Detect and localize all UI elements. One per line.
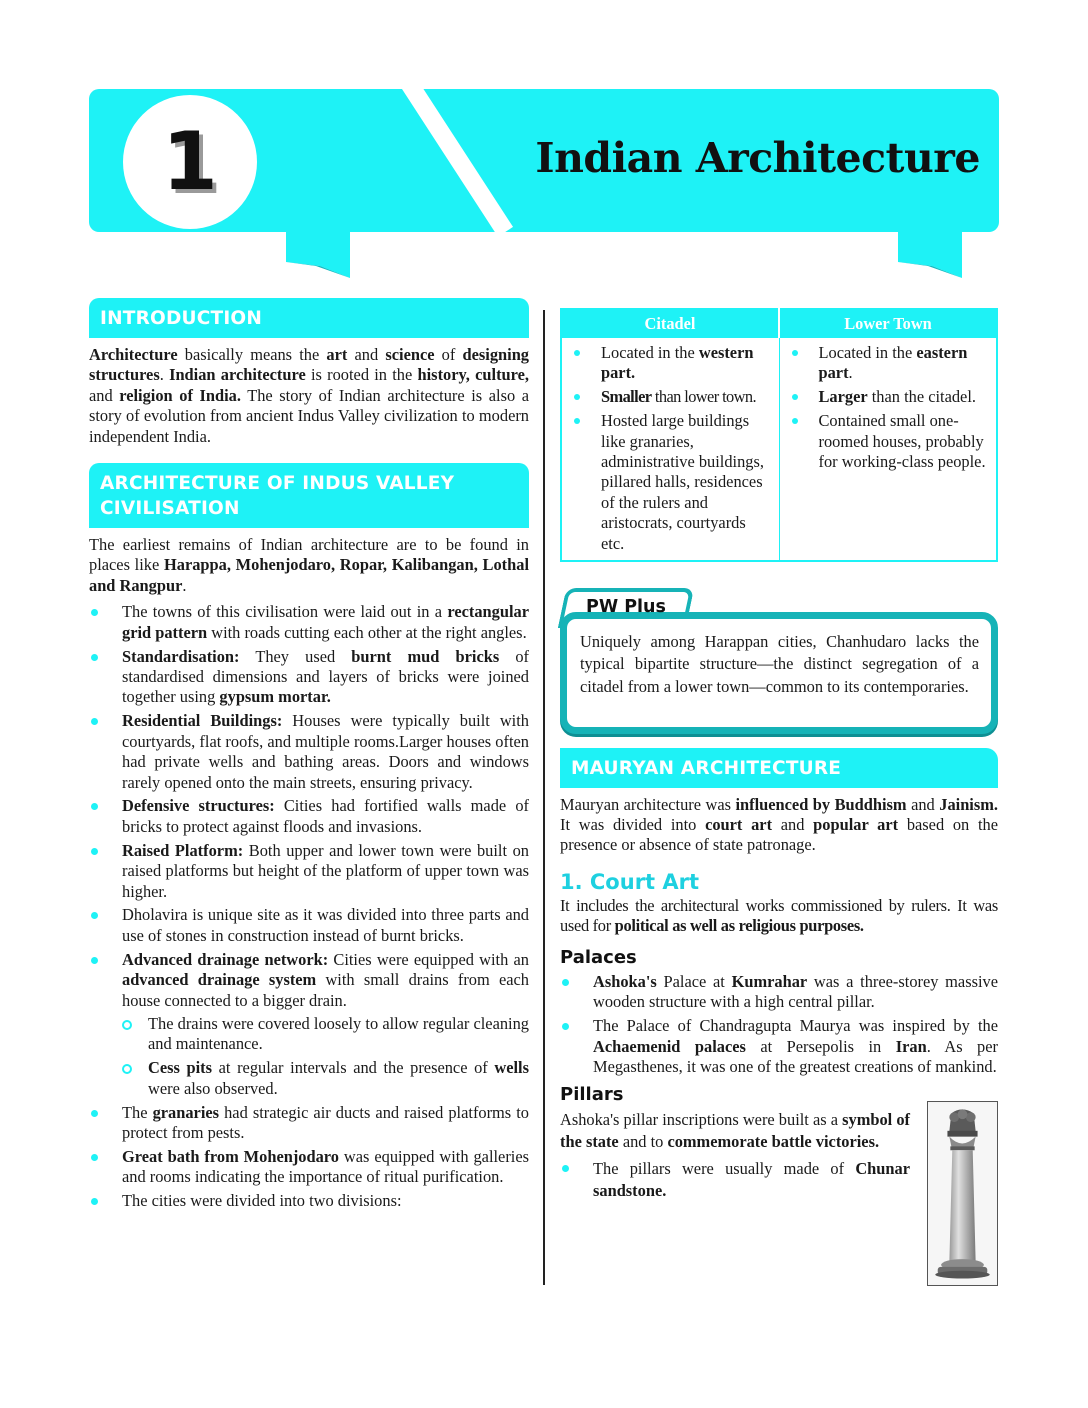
- pw-plus-box: [560, 582, 998, 734]
- list-item: Advanced drainage network: Cities were equipped with an advanced drainage system with small drains from each house connected to a bigger drain. The drains were covered loosely to allow regular cleaning and maintenance. Cess pits at regular intervals and the presence of wells were also observed.: [89, 950, 529, 1099]
- pillars-heading: Pillars: [560, 1083, 624, 1105]
- right-column: [560, 308, 998, 1206]
- list-item: The Palace of Chandragupta Maurya was inspired by the Achaemenid palaces at Persepolis in Iran. As per Megasthenes, it was one of the greatest creations of mankind.: [560, 1016, 998, 1077]
- list-item: The pillars were usually made of Chunar sandstone.: [560, 1158, 910, 1203]
- list-item: Located in the eastern part.: [788, 343, 991, 384]
- list-item: Ashoka's Palace at Kumrahar was a three-storey massive wooden structure with a high central pillar.: [560, 972, 998, 1013]
- list-item: The cities were divided into two divisions:: [89, 1191, 529, 1211]
- indus-lead-paragraph: The earliest remains of Indian architecture are to be found in places like Harappa, Mohenjodaro, Ropar, Kalibangan, Lothal and Rangpur.: [89, 535, 530, 595]
- list-item: Great bath from Mohenjodaro was equipped with galleries and rooms indicating the importance of ritual purification.: [89, 1147, 529, 1188]
- chapter-number: 1: [162, 115, 218, 208]
- section-heading-introduction: INTRODUCTION: [89, 298, 529, 338]
- list-item: Dholavira is unique site as it was divided into three parts and use of stones in construction instead of burnt bricks.: [89, 905, 529, 946]
- list-item: Contained small one-roomed houses, probably for working-class people.: [788, 411, 991, 472]
- list-item: Located in the western part.: [570, 343, 773, 384]
- table-cell-citadel: [561, 338, 779, 561]
- palaces-heading: Palaces: [560, 946, 637, 968]
- pw-plus-text: Uniquely among Harappan cities, Chanhudaro lacks the typical bipartite structure—the distinct segregation of a citadel from a lower town—common to its contemporaries.: [580, 631, 979, 696]
- pw-plus-label: PW Plus: [586, 596, 666, 617]
- citadel-lower-town-table: [560, 308, 998, 562]
- list-item: Smaller than lower town.: [570, 387, 773, 407]
- mauryan-paragraph: Mauryan architecture was influenced by Buddhism and Jainism. It was divided into court art and popular art based on the presence or absence of state patronage.: [560, 794, 998, 855]
- list-item: Standardisation: They used burnt mud bricks of standardised dimensions and layers of bricks were joined together using gypsum mortar.: [89, 647, 529, 708]
- court-art-heading: 1. Court Art: [560, 869, 700, 894]
- column-divider: [543, 310, 545, 1285]
- left-column: [89, 298, 529, 1215]
- sub-list-item: The drains were covered loosely to allow regular cleaning and maintenance.: [122, 1014, 529, 1055]
- pillars-block: [560, 1084, 910, 1203]
- chapter-number-badge: [123, 95, 257, 229]
- list-item: Hosted large buildings like granaries, administrative buildings, pillared halls, residences of the rulers and aristocrats, courtyards etc.: [570, 411, 773, 554]
- palaces-list: [560, 972, 998, 1078]
- table-header-lower-town: Lower Town: [779, 309, 997, 338]
- ashoka-pillar-illustration: [927, 1101, 998, 1286]
- list-item: Larger than the citadel.: [788, 387, 991, 407]
- list-item: Defensive structures: Cities had fortified walls made of bricks to protect against floods and invasions.: [89, 796, 529, 837]
- pillars-paragraph: Ashoka's pillar inscriptions were built as a symbol of the state and to commemorate battle victories.: [560, 1109, 911, 1152]
- list-item: The granaries had strategic air ducts and raised platforms to protect from pests.: [89, 1103, 529, 1144]
- list-item: The towns of this civilisation were laid out in a rectangular grid pattern with roads cutting each other at the right angles.: [89, 602, 529, 643]
- banner-ribbon-left: [286, 232, 350, 278]
- table-header-citadel: Citadel: [561, 309, 779, 338]
- table-cell-lower-town: [779, 338, 997, 561]
- list-item: Raised Platform: Both upper and lower town were built on raised platforms but height of the platform of upper town was higher.: [89, 841, 529, 902]
- section-heading-indus-valley: ARCHITECTURE OF INDUS VALLEY CIVILISATION: [89, 463, 529, 528]
- intro-paragraph: Architecture basically means the art and science of designing structures. Indian architecture is rooted in the history, culture, and religion of India. The story of Indian architecture is also a story of evolution from ancient Indus Valley civilization to modern independent India.: [89, 345, 529, 446]
- pillars-list: [560, 1158, 910, 1203]
- list-item: Residential Buildings: Houses were typically built with courtyards, flat roofs, and multiple rooms.Larger houses often had private wells and bathing areas. Doors and windows rarely opened onto the main streets, ensuring privacy.: [89, 711, 529, 793]
- banner-ribbon-right: [898, 232, 962, 278]
- indus-bullet-list: [89, 602, 529, 1211]
- chapter-title: Indian Architecture: [535, 134, 980, 182]
- drainage-sub-list: [122, 1014, 529, 1099]
- sub-list-item: Cess pits at regular intervals and the presence of wells were also observed.: [122, 1058, 529, 1099]
- banner-stripe: [389, 89, 513, 232]
- section-heading-mauryan: MAURYAN ARCHITECTURE: [560, 748, 998, 788]
- pw-plus-content: [560, 612, 998, 734]
- court-art-paragraph: It includes the architectural works commissioned by rulers. It was used for political as well as religious purposes.: [560, 895, 998, 936]
